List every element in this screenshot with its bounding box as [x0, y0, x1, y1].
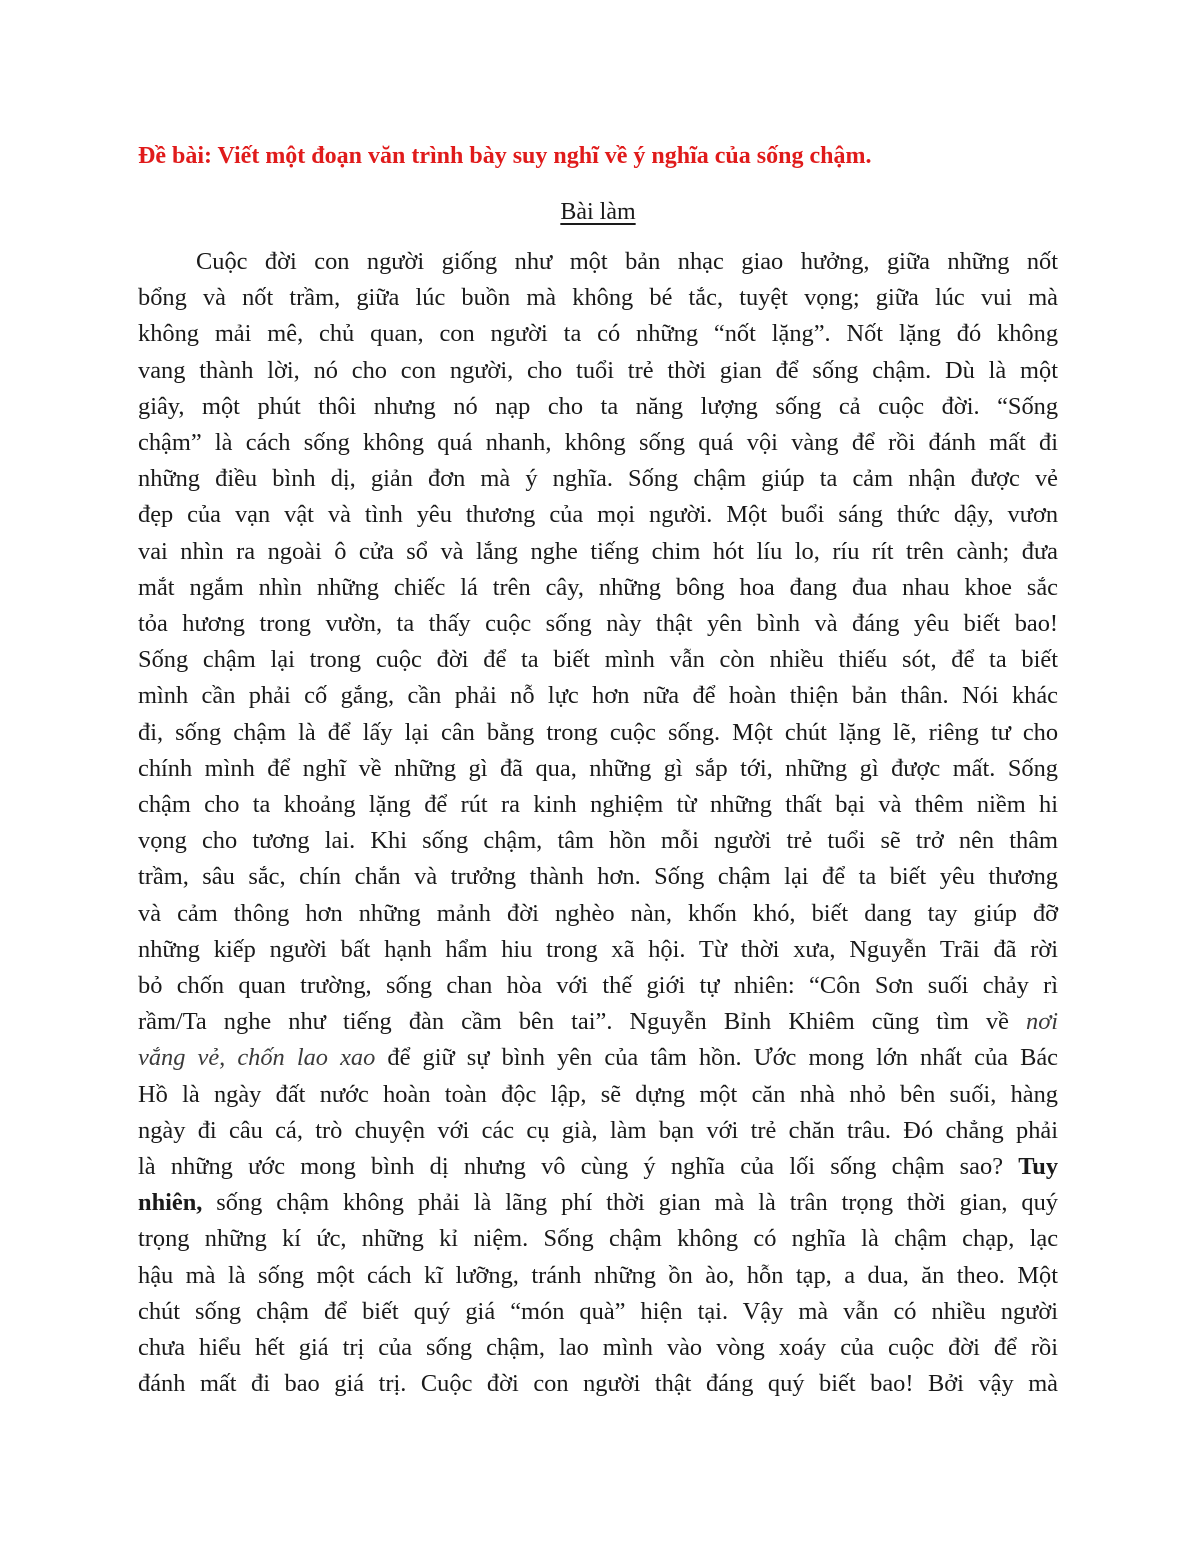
essay-line: Hồ là ngày đất nước hoàn toàn độc lập, sẽ dựng một căn nhà nhỏ bên suối, hàng — [138, 1080, 1058, 1108]
essay-line: bỏ chốn quan trường, sống chan hòa với thế giới tự nhiên: “Côn Sơn suối chảy rì — [138, 972, 1058, 1000]
essay-line: đi, sống chậm là để lấy lại cân bằng trong cuộc sống. Một chút lặng lẽ, riêng tư cho — [138, 718, 1059, 746]
essay-line: trầm, sâu sắc, chín chắn và trưởng thành hơn. Sống chậm lại để ta biết yêu thương — [138, 863, 1058, 891]
essay-line: nhiên, sống chậm không phải là lãng phí thời gian mà là trân trọng thời gian, quý — [138, 1189, 1059, 1217]
essay-line: Sống chậm lại trong cuộc đời để ta biết mình vẫn còn nhiều thiếu sót, để ta biết — [138, 646, 1058, 674]
essay-line: không mải mê, chủ quan, con người ta có những “nốt lặng”. Nốt lặng đó không — [138, 320, 1059, 348]
essay-line: rầm/Ta nghe như tiếng đàn cầm bên tai”. Nguyễn Bỉnh Khiêm cũng tìm về nơi — [138, 1008, 1058, 1036]
bold-phrase: nhiên, — [138, 1189, 203, 1217]
essay-line: chút sống chậm để biết quý giá “món quà” hiện tại. Vậy mà vẫn có nhiều người — [138, 1297, 1059, 1325]
essay-line: vai nhìn ra ngoài ô cửa sổ và lắng nghe tiếng chim hót líu lo, ríu rít trên cành; đưa — [138, 537, 1059, 565]
italic-phrase: vắng vẻ, chốn lao xao — [138, 1044, 376, 1072]
essay-line: mắt ngắm nhìn những chiếc lá trên cây, những bông hoa đang đua nhau khoe sắc — [138, 573, 1058, 601]
essay-line: tỏa hương trong vườn, ta thấy cuộc sống này thật yên bình và đáng yêu biết bao! — [138, 610, 1059, 638]
essay-line: trọng những kí ức, những kỉ niệm. Sống chậm không có nghĩa là chậm chạp, lạc — [138, 1225, 1059, 1253]
essay-line: đánh mất đi bao giá trị. Cuộc đời con người thật đáng quý biết bao! Bởi vậy mà — [138, 1370, 1059, 1398]
essay-line: hậu mà là sống một cách kĩ lưỡng, tránh những ồn ào, hỗn tạp, a dua, ăn theo. Một — [138, 1261, 1058, 1289]
essay-line: đẹp của vạn vật và tình yêu thương của mọi người. Một buổi sáng thức dậy, vươn — [138, 501, 1059, 529]
essay-heading-text: Bài làm — [560, 199, 636, 225]
essay-line: chưa hiểu hết giá trị của sống chậm, lao mình vào vòng xoáy của cuộc đời để rồi — [138, 1334, 1059, 1362]
essay-line: ngày đi câu cá, trò chuyện với các cụ già, làm bạn với trẻ chăn trâu. Đó chẳng phải — [138, 1116, 1058, 1144]
essay-line: Cuộc đời con người giống như một bản nhạc giao hưởng, giữa những nốt — [196, 248, 1059, 275]
essay-line: chậm cho ta khoảng lặng để rút ra kinh nghiệm từ những thất bại và thêm niềm hi — [138, 791, 1058, 819]
assignment-prompt: Đề bài: Viết một đoạn văn trình bày suy nghĩ về ý nghĩa của sống chậm. — [138, 143, 872, 169]
bold-phrase: Tuy — [1018, 1153, 1059, 1181]
essay-line: bổng và nốt trầm, giữa lúc buồn mà không bé tắc, tuyệt vọng; giữa lúc vui mà — [138, 284, 1058, 312]
essay-line: những điều bình dị, giản đơn mà ý nghĩa. Sống chậm giúp ta cảm nhận được vẻ — [138, 465, 1058, 493]
essay-line: vang thành lời, nó cho con người, cho tuổi trẻ thời gian để sống chậm. Dù là một — [138, 356, 1058, 384]
italic-phrase: nơi — [1026, 1008, 1058, 1036]
essay-line: vọng cho tương lai. Khi sống chậm, tâm hồn mỗi người trẻ tuổi sẽ trở nên thâm — [138, 827, 1059, 855]
essay-body — [138, 244, 1058, 1403]
essay-line: là những ước mong bình dị nhưng vô cùng ý nghĩa của lối sống chậm sao? Tuy — [138, 1153, 1059, 1181]
document-page — [138, 138, 1058, 1403]
essay-line: những kiếp người bất hạnh hẩm hiu trong xã hội. Từ thời xưa, Nguyễn Trãi đã rời — [138, 935, 1059, 963]
essay-line: chính mình để nghĩ về những gì đã qua, những gì sắp tới, những gì được mất. Sống — [138, 754, 1058, 782]
essay-line: vắng vẻ, chốn lao xao để giữ sự bình yên của tâm hồn. Ước mong lớn nhất của Bác — [138, 1044, 1058, 1072]
essay-line: và cảm thông hơn những mảnh đời nghèo nàn, khốn khó, biết dang tay giúp đỡ — [138, 899, 1059, 927]
essay-heading — [138, 194, 1058, 230]
essay-line: mình cần phải cố gắng, cần phải nỗ lực hơn nữa để hoàn thiện bản thân. Nói khác — [138, 682, 1058, 710]
essay-line: giây, một phút thôi nhưng nó nạp cho ta năng lượng sống cả cuộc đời. “Sống — [138, 392, 1059, 420]
essay-line: chậm” là cách sống không quá nhanh, không sống quá vội vàng để rồi đánh mất đi — [138, 429, 1058, 457]
